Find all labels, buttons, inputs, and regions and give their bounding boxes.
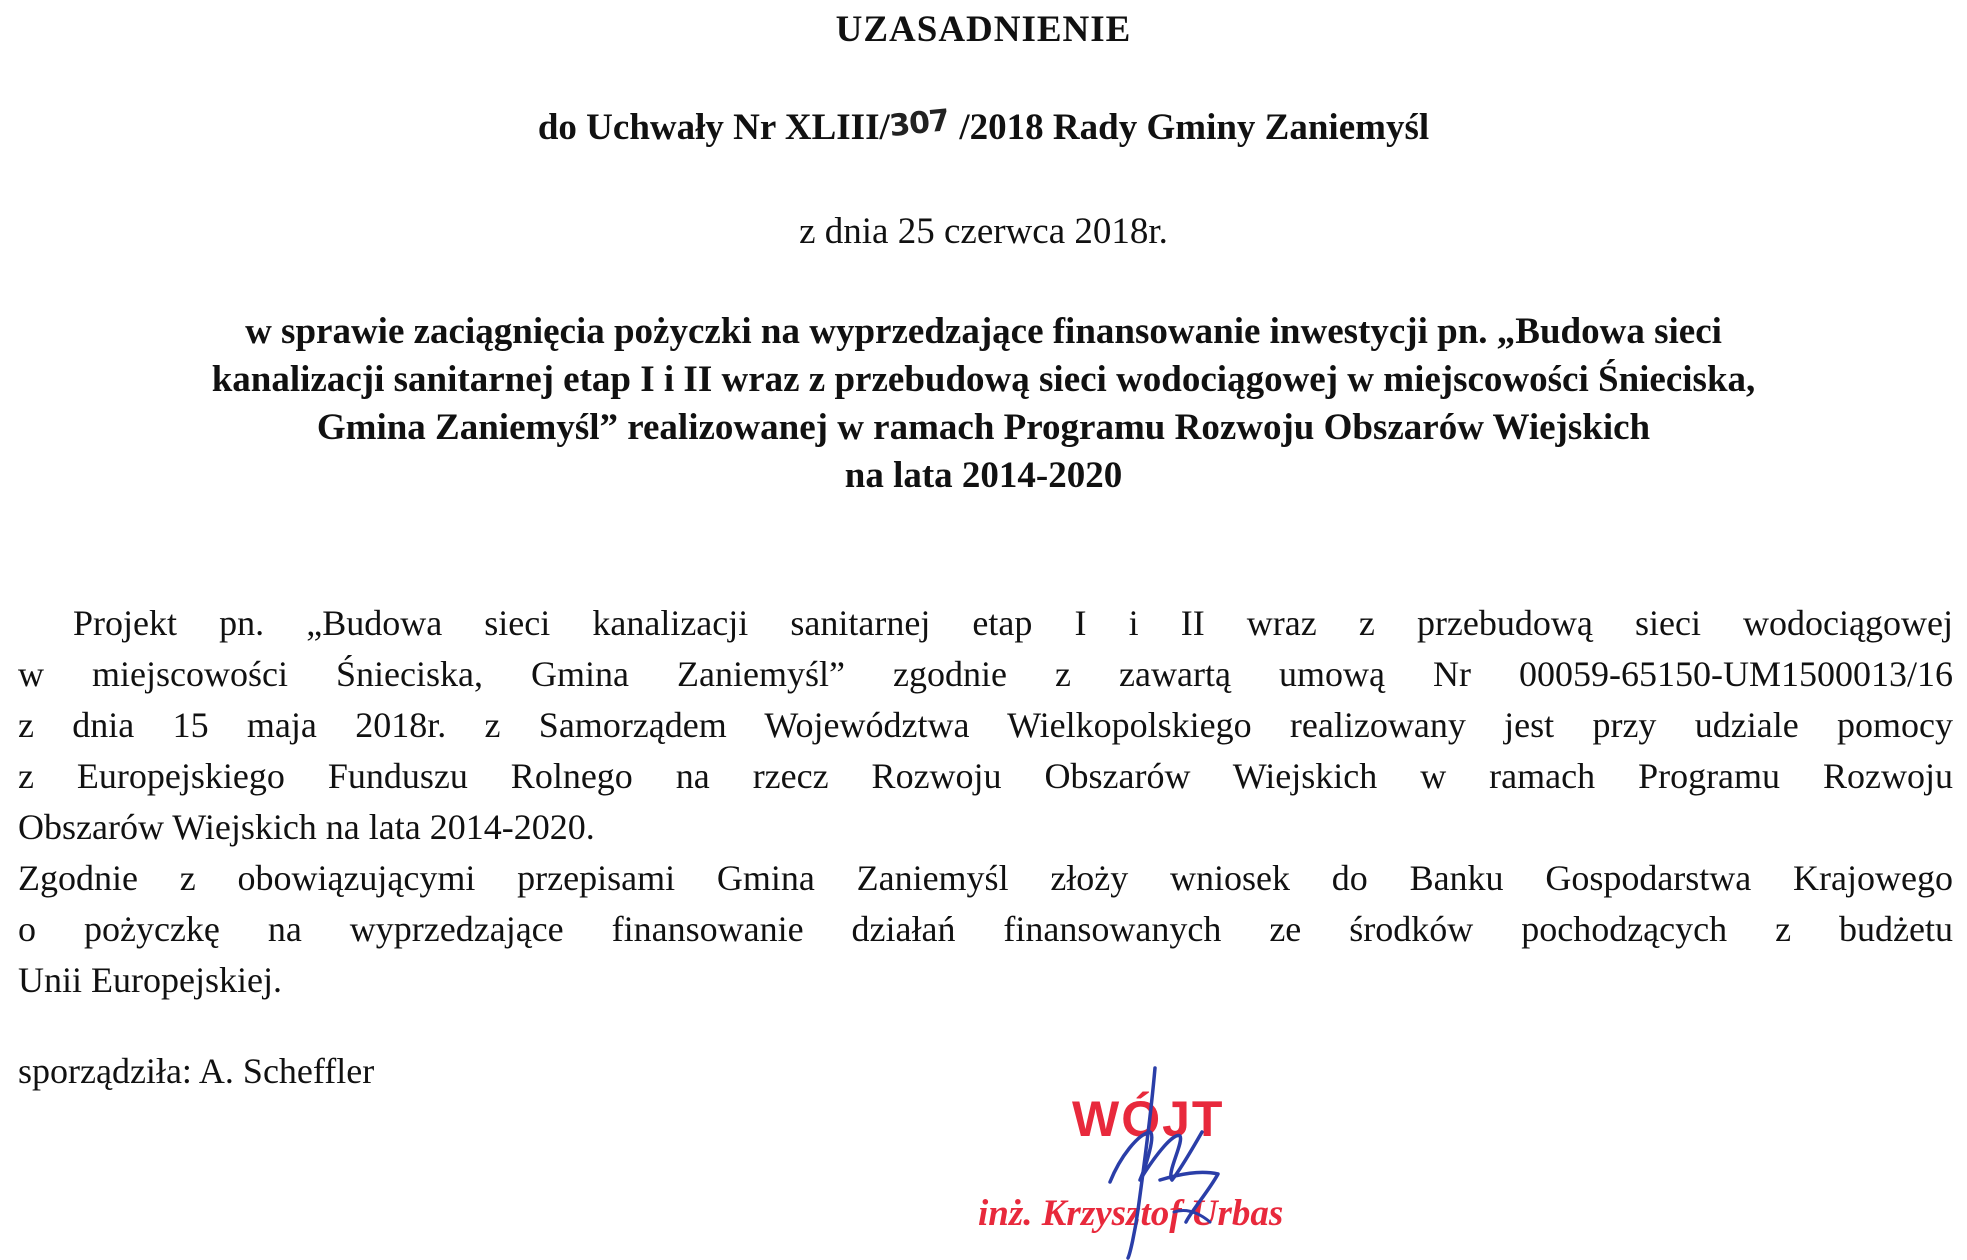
paragraph-1-line: w miejscowości Śnieciska, Gmina Zaniemyśl” zgodnie z zawartą umową Nr 00059-65150-UM1500013/16: [18, 654, 1953, 694]
subject-line: kanalizacji sanitarnej etap I i II wraz z przebudową sieci wodociągowej w miejscowości Śnieciska,: [211, 359, 1756, 400]
official-stamp: [960, 1062, 1360, 1260]
body-text: [18, 598, 1953, 1006]
paragraph-2-line: o pożyczkę na wyprzedzające finansowanie działań finansowanych ze środków pochodzących z budżetu: [18, 909, 1953, 949]
stamp-title: WÓJT: [1072, 1091, 1225, 1147]
subject-line: Gmina Zaniemyśl” realizowanej w ramach Programu Rozwoju Obszarów Wiejskich: [316, 407, 1651, 448]
handwritten-signature: [960, 1062, 1360, 1260]
paragraph-1-line: z Europejskiego Funduszu Rolnego na rzecz Rozwoju Obszarów Wiejskich w ramach Programu Rozwoju: [18, 756, 1953, 796]
stamp-name: inż. Krzysztof Urbas: [978, 1193, 1284, 1234]
paragraph-1-line: Obszarów Wiejskich na lata 2014-2020.: [18, 807, 595, 847]
paragraph-1-line: z dnia 15 maja 2018r. z Samorządem Województwa Wielkopolskiego realizowany jest przy udziale pomocy: [18, 705, 1953, 745]
paragraph-2-line: Unii Europejskiej.: [18, 960, 282, 1000]
resolution-prefix: do Uchwały Nr XLIII/: [537, 107, 890, 148]
document-title: UZASADNIENIE: [835, 9, 1132, 50]
paragraph-2-line: Zgodnie z obowiązującymi przepisami Gmina Zaniemyśl złoży wniosek do Banku Gospodarstwa Krajowego: [18, 858, 1953, 898]
prepared-by: sporządziła: A. Scheffler: [18, 1051, 375, 1091]
resolution-date: z dnia 25 czerwca 2018r.: [799, 211, 1168, 252]
subject-line: w sprawie zaciągnięcia pożyczki na wyprzedzające finansowanie inwestycji pn. „Budowa sieci: [245, 311, 1722, 352]
paragraph-1-line: Projekt pn. „Budowa sieci kanalizacji sanitarnej etap I i II wraz z przebudową sieci wodociągowej: [73, 603, 1953, 643]
subject-heading: [0, 308, 1967, 500]
resolution-reference: [0, 103, 1967, 149]
resolution-suffix: /2018 Rady Gminy Zaniemyśl: [959, 107, 1430, 148]
subject-line: na lata 2014-2020: [844, 455, 1123, 496]
handwritten-resolution-number: 307: [887, 103, 951, 145]
